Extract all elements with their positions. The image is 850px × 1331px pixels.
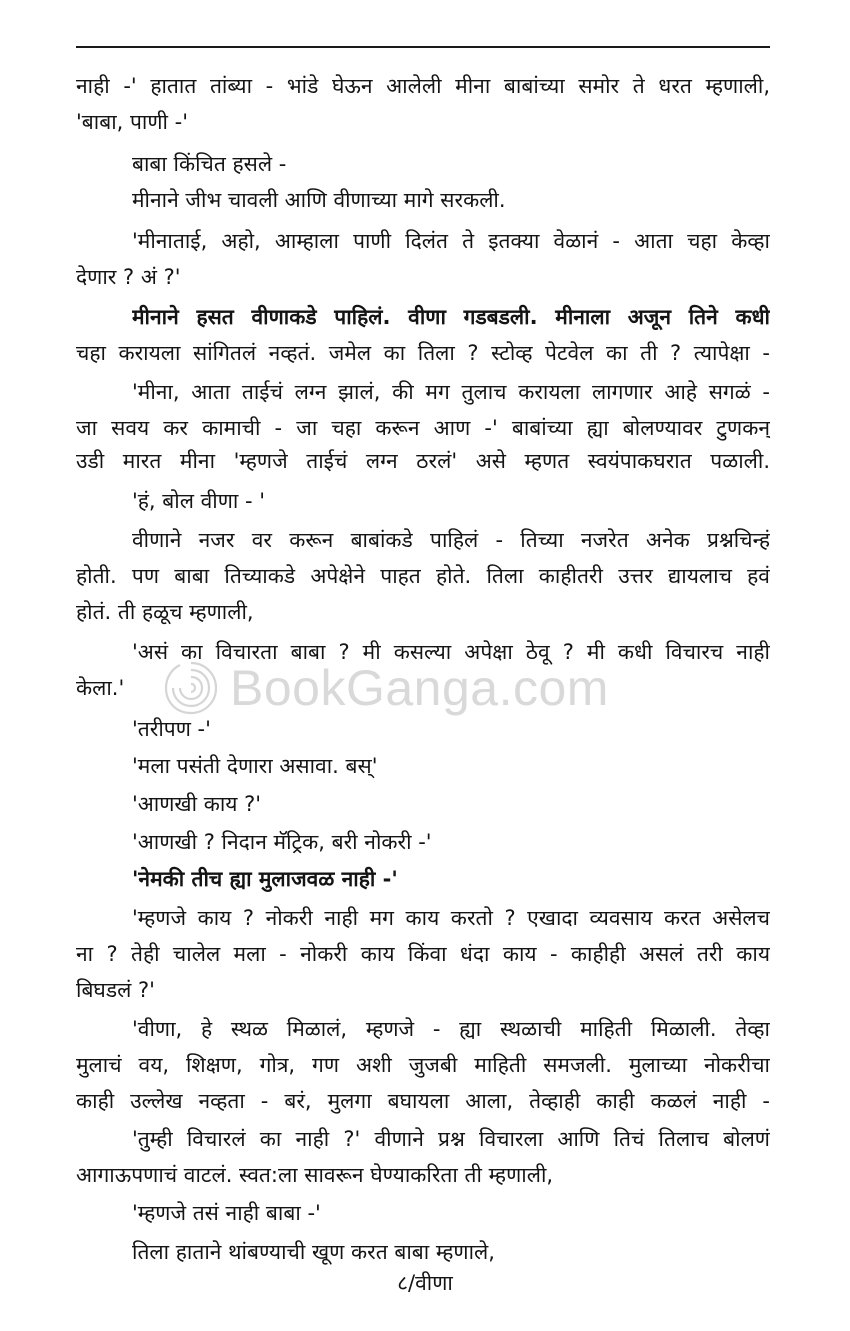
text-line: होतं. ती हळूच म्हणाली, xyxy=(76,600,254,624)
text-line: 'मीना, आता ताईचं लग्न झालं, की मग तुलाच करायला लागणार आहे सगळं - xyxy=(132,380,770,404)
header-rule xyxy=(76,46,770,48)
text-line: ना ? तेही चालेल मला - नोकरी काय किंवा धंदा काय - काहीही असलं तरी काय xyxy=(76,942,770,966)
text-line: नाही -' हातात तांब्या - भांडे घेऊन आलेली मीना बाबांच्या समोर ते धरत म्हणाली, xyxy=(76,74,770,98)
text-line: 'आणखी ? निदान मॅट्रिक, बरी नोकरी -' xyxy=(132,830,432,854)
text-line: काही उल्लेख नव्हता - बरं, मुलगा बघायला आला, तेव्हाही काही कळलं नाही - xyxy=(76,1089,770,1113)
text-line: जा सवय कर कामाची - जा चहा करून आण -' बाबांच्या ह्या बोलण्यावर टुणकन् xyxy=(76,416,770,440)
page-footer: ८/वीणा xyxy=(397,1271,453,1295)
bookganga-swirl-logo-icon xyxy=(160,657,222,719)
text-line: आगाऊपणाचं वाटलं. स्वत:ला सावरून घेण्याकरिता ती म्हणाली, xyxy=(76,1163,554,1187)
text-line: मुलाचं वय, शिक्षण, गोत्र, गण अशी जुजबी माहिती समजली. मुलाच्या नोकरीचा xyxy=(76,1053,770,1077)
watermark xyxy=(160,655,630,725)
text-line: 'असं का विचारता बाबा ? मी कसल्या अपेक्षा ठेवू ? मी कधी विचारच नाही xyxy=(132,640,770,664)
watermark-text: BookGanga.com xyxy=(230,660,609,716)
text-line: 'तुम्ही विचारलं का नाही ?' वीणाने प्रश्न विचारला आणि तिचं तिलाच बोलणं xyxy=(132,1127,770,1151)
text-line: 'मीनाताई, अहो, आम्हाला पाणी दिलंत ते इतक्या वेळानं - आता चहा केव्हा xyxy=(132,229,770,253)
text-line: 'आणखी काय ?' xyxy=(132,792,262,816)
text-line: उडी मारत मीना 'म्हणजे ताईचं लग्न ठरलं' असे म्हणत स्वयंपाकघरात पळाली. xyxy=(76,449,770,473)
text-line: 'म्हणजे काय ? नोकरी नाही मग काय करतो ? एखादा व्यवसाय करत असेलच xyxy=(132,906,770,930)
text-line: 'वीणा, हे स्थळ मिळालं, म्हणजे - ह्या स्थळाची माहिती मिळाली. तेव्हा xyxy=(132,1017,770,1041)
text-line: होती. पण बाबा तिच्याकडे अपेक्षेने पाहत होते. तिला काहीतरी उत्तर द्यायलाच हवं xyxy=(76,564,770,588)
text-line: 'नेमकी तीच ह्या मुलाजवळ नाही -' xyxy=(132,867,398,891)
text-line: बिघडलं ?' xyxy=(76,978,155,1002)
text-line: मीनाने जीभ चावली आणि वीणाच्या मागे सरकली. xyxy=(132,188,506,212)
text-line: मीनाने हसत वीणाकडे पाहिलं. वीणा गडबडली. मीनाला अजून तिने कधी xyxy=(132,305,770,329)
text-line: 'तरीपण -' xyxy=(132,717,211,741)
text-line: देणार ? अं ?' xyxy=(76,265,181,289)
text-line: 'मला पसंती देणारा असावा. बस्' xyxy=(132,754,378,778)
text-line: 'हं, बोल वीणा - ' xyxy=(132,489,266,513)
text-line: वीणाने नजर वर करून बाबांकडे पाहिलं - तिच्या नजरेत अनेक प्रश्नचिन्हं xyxy=(132,528,770,552)
text-line: 'म्हणजे तसं नाही बाबा -' xyxy=(132,1201,321,1225)
text-line: केला.' xyxy=(76,676,125,700)
text-line: चहा करायला सांगितलं नव्हतं. जमेल का तिला ? स्टोव्ह पेटवेल का ती ? त्यापेक्षा - xyxy=(76,341,770,365)
text-line: 'बाबा, पाणी -' xyxy=(76,110,188,134)
text-line: बाबा किंचित हसले - xyxy=(132,152,287,176)
text-line: तिला हाताने थांबण्याची खूण करत बाबा म्हणाले, xyxy=(132,1240,495,1264)
